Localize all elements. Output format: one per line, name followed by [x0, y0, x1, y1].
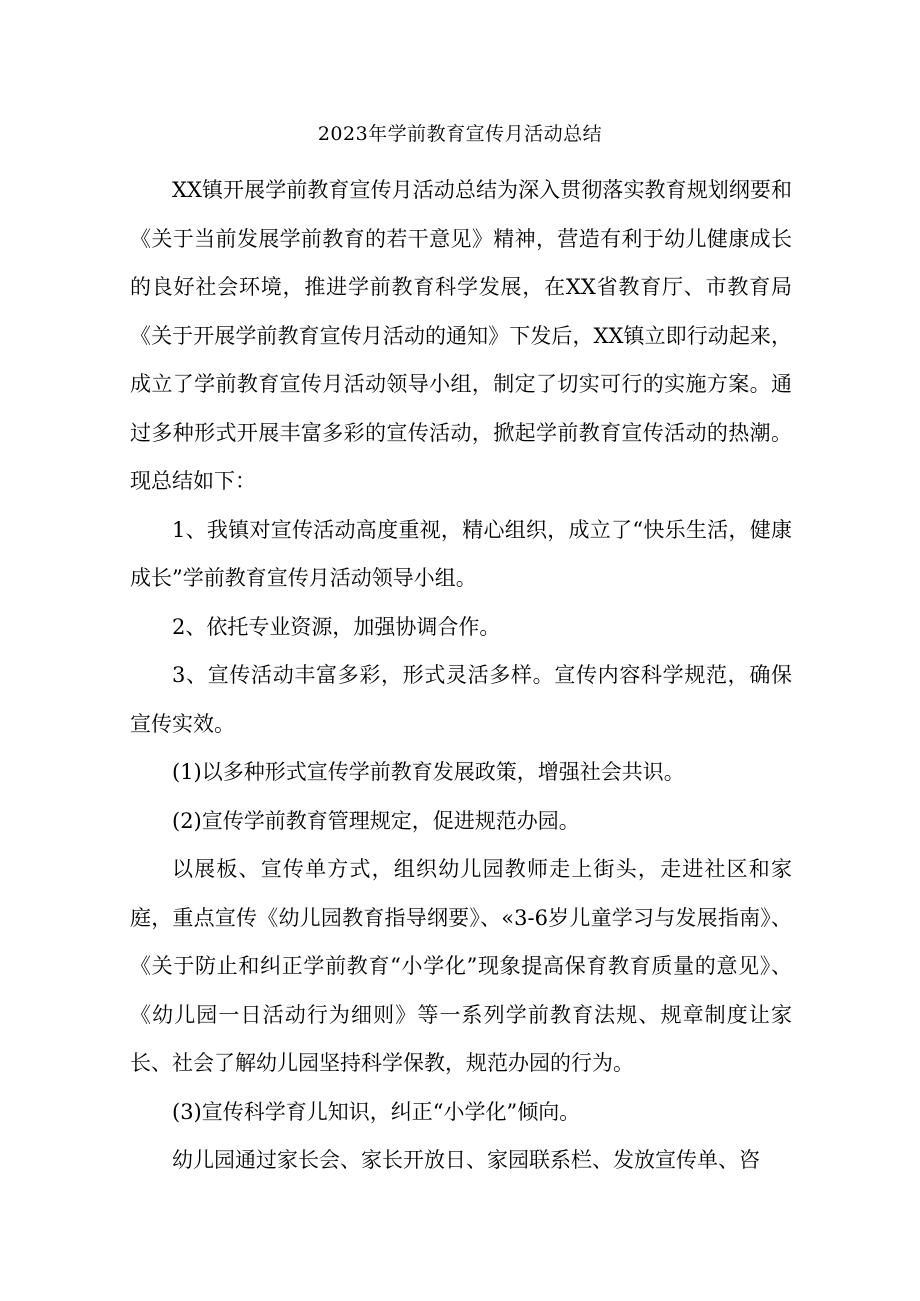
paragraph-intro: XX镇开展学前教育宣传月活动总结为深入贯彻落实教育规划纲要和《关于当前发展学前教育的若干意见》精神，营造有利于幼儿健康成长的良好社会环境，推进学前教育科学发展，在XX省教育厅、市教育局《关于开展学前教育宣传月活动的通知》下发后，XX镇立即行动起来，成立了学前教育宣传月活动领导小组，制定了切实可行的实施方案。通过多种形式开展丰富多彩的宣传活动，掀起学前教育宣传活动的热潮。现总结如下： [130, 178, 792, 493]
document-title: 2023年学前教育宣传月活动总结 [317, 123, 603, 145]
paragraph-continued: 幼儿园通过家长会、家长开放日、家园联系栏、发放宣传单、咨 [172, 1148, 760, 1172]
paragraph-subitem-2: (2)宣传学前教育管理规定，促进规范办园。 [172, 808, 580, 833]
paragraph-item-3: 3、宣传活动丰富多彩，形式灵活多样。宣传内容科学规范，确保宣传实效。 [130, 663, 792, 736]
document-body [130, 166, 792, 1185]
paragraph-detail: 以展板、宣传单方式，组织幼儿园教师走上街头，走进社区和家庭，重点宣传《幼儿园教育指导纲要》、«3-6岁儿童学习与发展指南》、《关于防止和纠正学前教育“小学化”现象提高保育教育质量的意见》、《幼儿园一日活动行为细则》等一系列学前教育法规、规章制度让家长、社会了解幼儿园坚持科学保教，规范办园的行为。 [130, 857, 792, 1075]
paragraph-item-2: 2、依托专业资源，加强协调合作。 [172, 614, 501, 639]
paragraph-item-1: 1、我镇对宣传活动高度重视，精心组织，成立了“快乐生活，健康成长”学前教育宣传月活动领导小组。 [130, 517, 792, 590]
paragraph-subitem-1: (1)以多种形式宣传学前教育发展政策，增强社会共识。 [172, 760, 685, 784]
paragraph-subitem-3: (3)宣传科学育儿知识，纠正“小学化”倾向。 [172, 1099, 581, 1124]
